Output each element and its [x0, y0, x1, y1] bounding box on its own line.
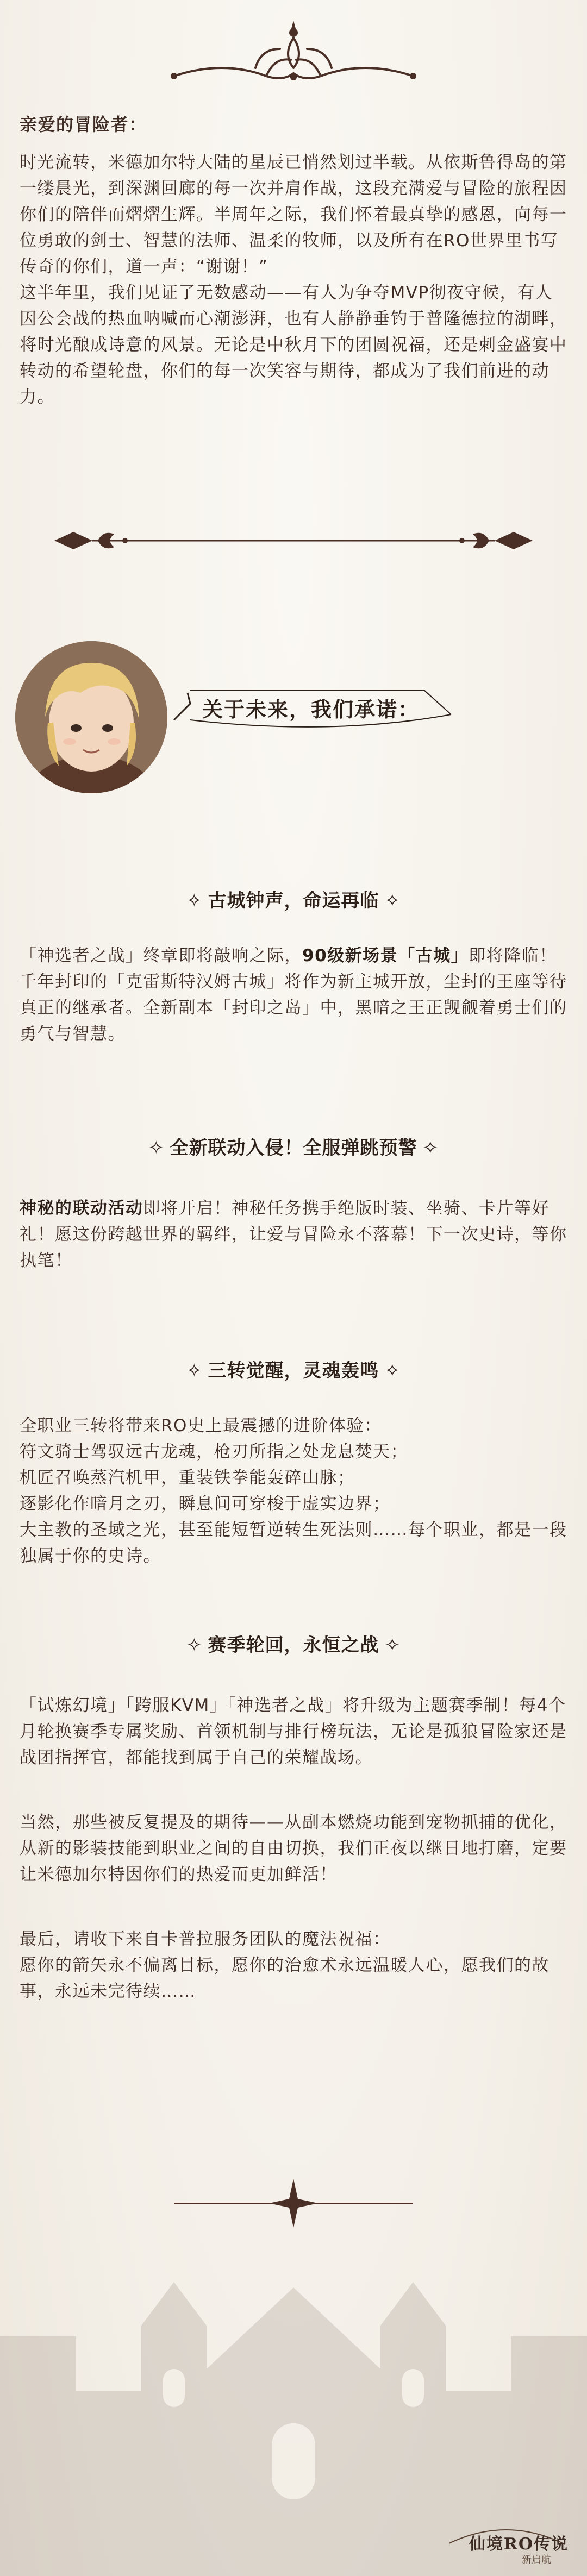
sparkle-icon: ✧ — [186, 1360, 203, 1382]
section-title-season: ✧ 赛季轮回，永恒之战 ✧ — [186, 1634, 401, 1656]
sparkle-icon: ✧ — [384, 1360, 401, 1382]
sparkle-icon: ✧ — [384, 1634, 401, 1656]
promise-title: 关于未来，我们承诺： — [202, 698, 420, 722]
avatar — [15, 641, 167, 793]
game-logo-subtitle: 新启航 — [522, 2554, 551, 2566]
section-text-ancient-city: 「神选者之战」终章即将敲响之际，90级新场景「古城」即将降临！千年封印的「克雷斯特汉姆古城」将作为新主城开放，尘封的王座等待真正的继承者。全新副本「封印之岛」中，黑暗之王正觊觎着勇士们的勇气与智慧。 — [20, 946, 567, 1044]
intro-paragraph-2: 这半年里，我们见证了无数感动——有人为争夺MVP彻夜守候，有人因公会战的热血呐喊而心潮澎湃，也有人静静垂钓于普隆德拉的湖畔，将时光酿成诗意的风景。无论是中秋月下的团圆祝福，还是刺金盛宴中转动的希望轮盘，你们的每一次笑容与期待，都成为了我们前进的动力。 — [20, 283, 567, 407]
promise-banner — [168, 671, 473, 742]
section-text-expectations: 当然，那些被反复提及的期待——从副本燃烧功能到宠物抓捕的优化，从新的影装技能到职业之间的自由切换，我们正夜以继日地打磨，定要让米德加尔特因你们的热爱而更加鲜活！ — [20, 1813, 567, 1884]
section-title-collab: ✧ 全新联动入侵！全服弹跳预警 ✧ — [148, 1137, 439, 1159]
game-logo-text: 仙境RO传说 — [469, 2535, 569, 2554]
section-text-blessing: 最后，请收下来自卡普拉服务团队的魔法祝福： 愿你的箭矢永不偏离目标，愿你的治愈术永远温暖人心，愿我们的故事，永远未完待续…… — [20, 1929, 549, 2001]
sparkle-icon: ✧ — [422, 1137, 439, 1159]
section-text-season: 「试炼幻境」「跨服KVM」「神选者之战」将升级为主题赛季制！每4个月轮换赛季专属奖励、首领机制与排行榜玩法，无论是孤狼冒险家还是战团指挥官，都能找到属于自己的荣耀战场。 — [20, 1696, 567, 1768]
sparkle-icon: ✧ — [186, 1634, 203, 1656]
character-portrait-icon — [15, 641, 167, 793]
sparkle-icon: ✧ — [384, 890, 401, 912]
section-title-third-job: ✧ 三转觉醒，灵魂轰鸣 ✧ — [186, 1360, 401, 1382]
intro-text — [20, 149, 567, 410]
sparkle-icon: ✧ — [186, 890, 203, 912]
top-ornament — [158, 16, 429, 92]
section-text-third-job: 全职业三转将带来RO史上最震撼的进阶体验： 符文骑士驾驭远古龙魂，枪刃所指之处龙息焚天； 机匠召唤蒸汽机甲，重装铁拳能轰碎山脉； 逐影化作暗月之刃，瞬息间可穿梭于虚实边界； 大主教的圣域之光，甚至能短暂逆转生死法则……每个职业，都是一段独属于你的史诗。 — [20, 1416, 567, 1566]
section-text-collab: 神秘的联动活动即将开启！神秘任务携手绝版时装、坐骑、卡片等好礼！愿这份跨越世界的羁绊，让爱与冒险永不落幕！下一次史诗，等你执笔！ — [20, 1199, 567, 1270]
middle-divider — [43, 524, 544, 557]
intro-paragraph-1: 时光流转，米德加尔特大陆的星辰已悄然划过半载。从依斯鲁得岛的第一缕晨光，到深渊回廊的每一次并肩作战，这段充满爱与冒险的旅程因你们的陪伴而熠熠生辉。半周年之际，我们怀着最真挚的感恩，向每一位勇敢的剑士、智慧的法师、温柔的牧师，以及所有在RO世界里书写传奇的你们，道一声：“谢谢！” — [20, 153, 567, 277]
sparkle-icon: ✧ — [148, 1137, 165, 1159]
greeting: 亲爱的冒险者： — [20, 114, 147, 135]
section-title-ancient-city: ✧ 古城钟声，命运再临 ✧ — [186, 890, 401, 912]
